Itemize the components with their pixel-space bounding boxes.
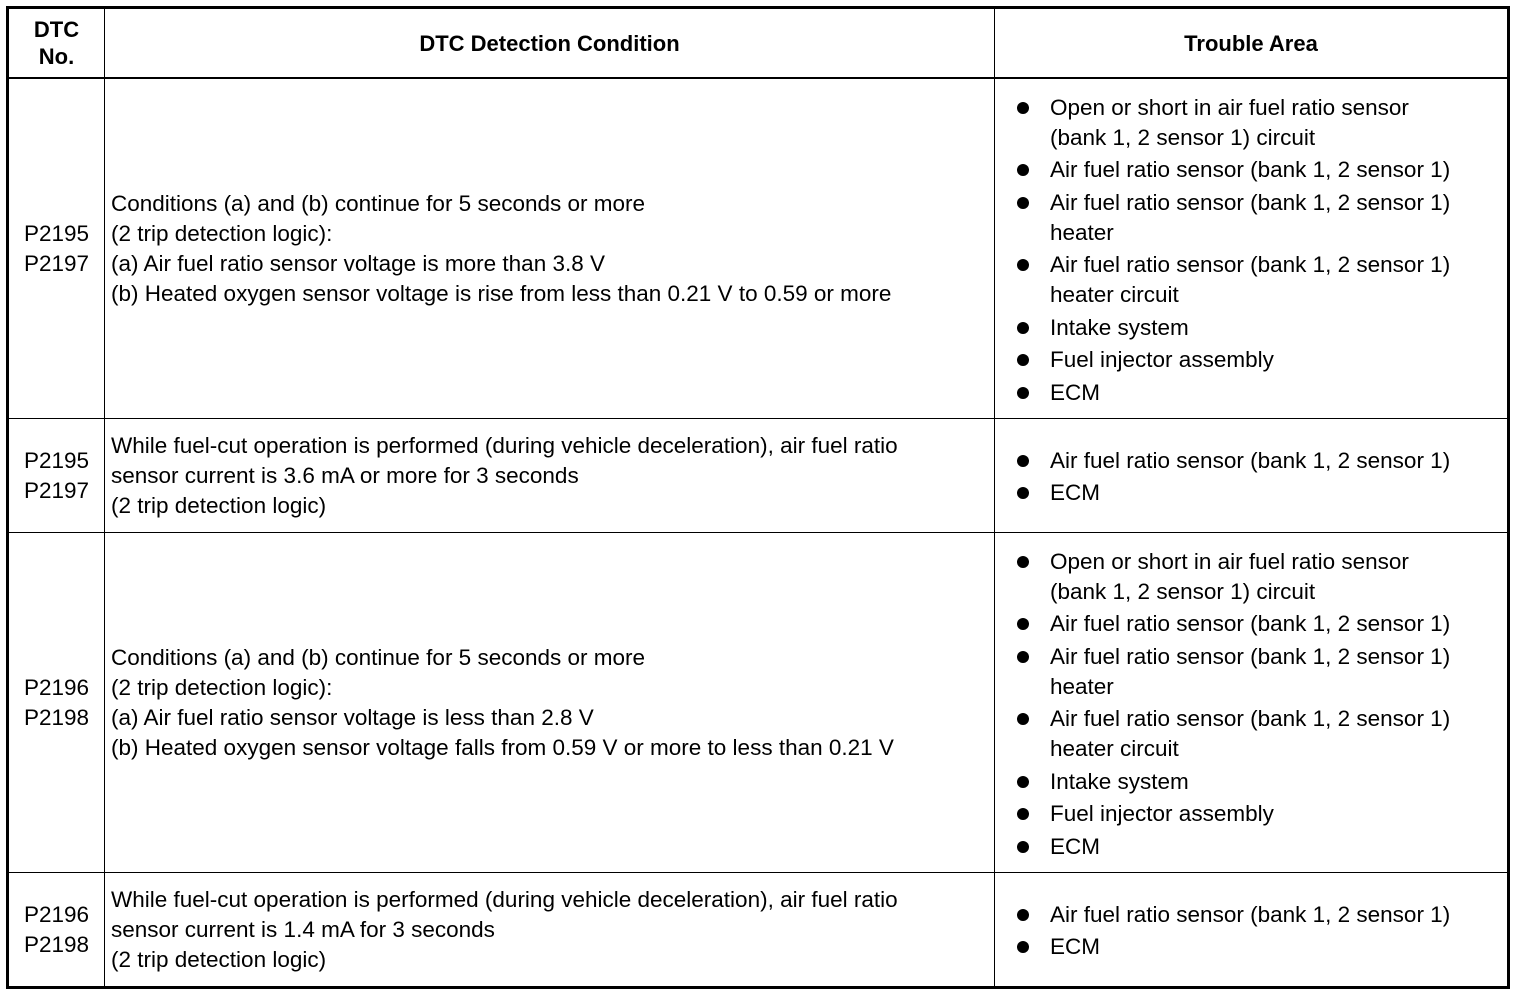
condition-line: (a) Air fuel ratio sensor voltage is less than 2.8 V xyxy=(111,704,594,730)
trouble-area-text: Fuel injector assembly xyxy=(1050,801,1274,826)
trouble-area-text: Air fuel ratio sensor (bank 1, 2 sensor 1) xyxy=(1050,189,1451,215)
trouble-area-item xyxy=(1011,446,1503,476)
trouble-area-item xyxy=(1011,609,1503,639)
trouble-area-text: Air fuel ratio sensor (bank 1, 2 sensor 1) xyxy=(1050,252,1451,277)
table-row xyxy=(8,873,1509,988)
trouble-area-list xyxy=(1011,547,1503,862)
trouble-area-item xyxy=(1011,155,1503,185)
trouble-area-item xyxy=(1011,767,1503,797)
condition-line: (2 trip detection logic) xyxy=(111,946,327,972)
condition-line: (2 trip detection logic): xyxy=(111,674,333,700)
bullet-icon xyxy=(1017,618,1029,630)
condition-line: (a) Air fuel ratio sensor voltage is more than 3.8 V xyxy=(111,250,605,276)
trouble-area-text: Air fuel ratio sensor (bank 1, 2 sensor 1) xyxy=(1050,611,1451,636)
trouble-area-text: ECM xyxy=(1050,833,1100,859)
condition-cell xyxy=(105,873,995,988)
trouble-area-text: Air fuel ratio sensor (bank 1, 2 sensor 1) xyxy=(1050,157,1451,182)
trouble-area-list xyxy=(1011,93,1503,408)
bullet-icon xyxy=(1017,713,1029,725)
condition-line: sensor current is 3.6 mA or more for 3 seconds xyxy=(111,462,579,488)
trouble-area-text: Air fuel ratio sensor (bank 1, 2 sensor 1) xyxy=(1050,706,1451,731)
bullet-icon xyxy=(1017,259,1029,271)
dtc-cell xyxy=(8,873,105,988)
bullet-icon xyxy=(1017,808,1029,820)
trouble-area-list xyxy=(1011,900,1503,963)
condition-line: While fuel-cut operation is performed (during vehicle deceleration), air fuel ratio xyxy=(111,886,898,912)
bullet-icon xyxy=(1017,102,1029,114)
condition-line: (2 trip detection logic) xyxy=(111,492,327,518)
trouble-area-text: Intake system xyxy=(1050,314,1189,340)
trouble-area-list xyxy=(1011,446,1503,509)
condition-line: Conditions (a) and (b) continue for 5 seconds or more xyxy=(111,644,646,670)
trouble-area-item xyxy=(1011,900,1503,930)
trouble-area-text: Air fuel ratio sensor (bank 1, 2 sensor 1) xyxy=(1050,447,1451,473)
trouble-area-text: Air fuel ratio sensor (bank 1, 2 sensor 1) xyxy=(1050,901,1451,927)
trouble-area-item xyxy=(1011,93,1503,153)
trouble-area-cell xyxy=(995,533,1509,873)
trouble-area-text: Intake system xyxy=(1050,768,1189,794)
bullet-icon xyxy=(1017,387,1029,399)
header-row xyxy=(8,8,1509,79)
table-row xyxy=(8,78,1509,419)
trouble-area-text: heater circuit xyxy=(1050,282,1179,307)
trouble-area-item xyxy=(1011,378,1503,408)
bullet-icon xyxy=(1017,909,1029,921)
trouble-area-text: (bank 1, 2 sensor 1) circuit xyxy=(1050,124,1316,150)
trouble-area-item xyxy=(1011,704,1503,764)
trouble-area-text: heater circuit xyxy=(1050,736,1179,761)
trouble-area-item xyxy=(1011,188,1503,248)
trouble-area-cell xyxy=(995,419,1509,533)
bullet-icon xyxy=(1017,197,1029,209)
trouble-area-text: Open or short in air fuel ratio sensor xyxy=(1050,94,1409,120)
trouble-area-text: ECM xyxy=(1050,480,1100,506)
bullet-icon xyxy=(1017,164,1029,176)
trouble-area-item xyxy=(1011,313,1503,343)
trouble-area-item xyxy=(1011,250,1503,310)
dtc-cell xyxy=(8,419,105,533)
bullet-icon xyxy=(1017,841,1029,853)
condition-line: (b) Heated oxygen sensor voltage falls from 0.59 V or more to less than 0.21 V xyxy=(111,734,894,760)
condition-line: (2 trip detection logic): xyxy=(111,220,333,246)
bullet-icon xyxy=(1017,322,1029,334)
trouble-area-item xyxy=(1011,832,1503,862)
bullet-icon xyxy=(1017,556,1029,568)
dtc-table xyxy=(6,6,1510,989)
trouble-area-text: Air fuel ratio sensor (bank 1, 2 sensor 1) xyxy=(1050,643,1451,669)
condition-line: (b) Heated oxygen sensor voltage is rise from less than 0.21 V to 0.59 or more xyxy=(111,280,892,306)
trouble-area-text: ECM xyxy=(1050,379,1100,405)
trouble-area-text: Open or short in air fuel ratio sensor xyxy=(1050,548,1409,574)
condition-line: sensor current is 1.4 mA for 3 seconds xyxy=(111,916,495,942)
trouble-area-cell xyxy=(995,873,1509,988)
condition-cell xyxy=(105,419,995,533)
dtc-code: P2196 xyxy=(23,674,90,700)
header-dtc-no-line-2: No. xyxy=(38,44,75,69)
dtc-cell xyxy=(8,533,105,873)
dtc-code: P2195 xyxy=(23,447,90,473)
dtc-code: P2198 xyxy=(23,704,90,730)
dtc-code: P2195 xyxy=(23,220,90,246)
trouble-area-item xyxy=(1011,478,1503,508)
header-dtc-no xyxy=(8,8,105,79)
condition-cell xyxy=(105,533,995,873)
bullet-icon xyxy=(1017,487,1029,499)
table-row xyxy=(8,533,1509,873)
trouble-area-item xyxy=(1011,547,1503,607)
dtc-code: P2196 xyxy=(23,901,90,927)
dtc-code: P2197 xyxy=(23,477,90,503)
trouble-area-item xyxy=(1011,642,1503,702)
trouble-area-text: ECM xyxy=(1050,934,1100,960)
condition-line: While fuel-cut operation is performed (during vehicle deceleration), air fuel ratio xyxy=(111,432,898,458)
trouble-area-text: (bank 1, 2 sensor 1) circuit xyxy=(1050,578,1316,604)
bullet-icon xyxy=(1017,776,1029,788)
bullet-icon xyxy=(1017,455,1029,467)
bullet-icon xyxy=(1017,354,1029,366)
trouble-area-item xyxy=(1011,932,1503,962)
trouble-area-text: Fuel injector assembly xyxy=(1050,347,1274,372)
dtc-code: P2198 xyxy=(23,931,90,957)
trouble-area-item xyxy=(1011,345,1503,375)
header-condition: DTC Detection Condition xyxy=(105,8,995,79)
bullet-icon xyxy=(1017,651,1029,663)
trouble-area-cell xyxy=(995,78,1509,419)
header-dtc-no-line-1: DTC xyxy=(33,17,80,42)
header-trouble-area: Trouble Area xyxy=(995,8,1509,79)
bullet-icon xyxy=(1017,941,1029,953)
trouble-area-text: heater xyxy=(1050,673,1114,699)
table-row xyxy=(8,419,1509,533)
trouble-area-item xyxy=(1011,799,1503,829)
condition-line: Conditions (a) and (b) continue for 5 seconds or more xyxy=(111,190,646,216)
trouble-area-text: heater xyxy=(1050,219,1114,245)
dtc-code: P2197 xyxy=(23,250,90,276)
dtc-cell xyxy=(8,78,105,419)
condition-cell xyxy=(105,78,995,419)
